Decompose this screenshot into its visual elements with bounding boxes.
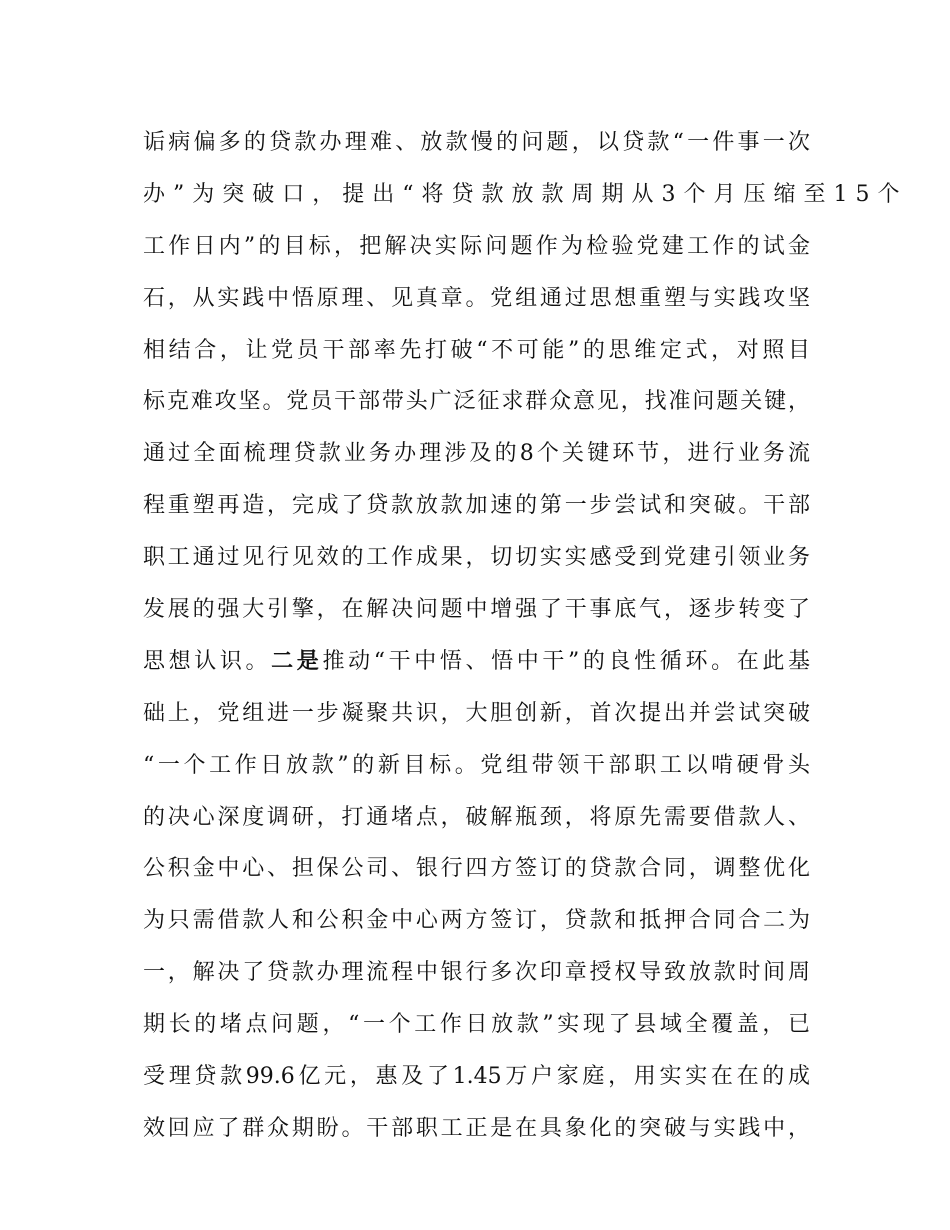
text-segment: 推动“干中悟、悟中干”的良性循环。在此基 bbox=[322, 648, 810, 674]
text-line: 的决心深度调研，打通堵点，破解瓶颈，将原先需要借款人、 bbox=[143, 804, 810, 830]
text-line bbox=[143, 645, 810, 697]
text-line: 工作日内”的目标，把解决实际问题作为检验党建工作的试金 bbox=[143, 233, 810, 259]
text-line: 一，解决了贷款办理流程中银行多次印章授权导致放款时间周 bbox=[143, 960, 810, 986]
text-line: 办”为突破口，提出“将贷款放款周期从3个月压缩至15个 bbox=[143, 181, 908, 207]
text-line: 程重塑再造，完成了贷款放款加速的第一步尝试和突破。干部 bbox=[143, 493, 810, 519]
text-line: 为只需借款人和公积金中心两方签订，贷款和抵押合同合二为 bbox=[143, 908, 810, 934]
text-line: “一个工作日放款”的新目标。党组带领干部职工以啃硬骨头 bbox=[143, 752, 810, 778]
text-line: 通过全面梳理贷款业务办理涉及的8个关键环节，进行业务流 bbox=[143, 441, 810, 467]
document-body bbox=[143, 126, 908, 1164]
text-line: 相结合，让党员干部率先打破“不可能”的思维定式，对照目 bbox=[143, 337, 810, 363]
text-line: 公积金中心、担保公司、银行四方签订的贷款合同，调整优化 bbox=[143, 856, 810, 882]
text-line: 受理贷款99.6亿元，惠及了1.45万户家庭，用实实在在的成 bbox=[143, 1064, 810, 1090]
text-line: 诟病偏多的贷款办理难、放款慢的问题，以贷款“一件事一次 bbox=[143, 130, 810, 155]
bold-heading-marker: 二是 bbox=[271, 648, 323, 674]
text-line: 石，从实践中悟原理、见真章。党组通过思想重塑与实践攻坚 bbox=[143, 285, 810, 311]
text-line: 础上，党组进一步凝聚共识，大胆创新，首次提出并尝试突破 bbox=[143, 700, 810, 726]
text-line: 职工通过见行见效的工作成果，切切实实感受到党建引领业务 bbox=[143, 545, 810, 571]
text-line: 发展的强大引擎，在解决问题中增强了干事底气，逐步转变了 bbox=[143, 597, 810, 623]
text-line: 标克难攻坚。党员干部带头广泛征求群众意见，找准问题关键， bbox=[143, 389, 810, 415]
text-segment: 思想认识。 bbox=[143, 648, 272, 674]
text-line: 期长的堵点问题，“一个工作日放款”实现了县域全覆盖，已 bbox=[143, 1012, 810, 1038]
text-line: 效回应了群众期盼。干部职工正是在具象化的突破与实践中， bbox=[143, 1115, 810, 1141]
